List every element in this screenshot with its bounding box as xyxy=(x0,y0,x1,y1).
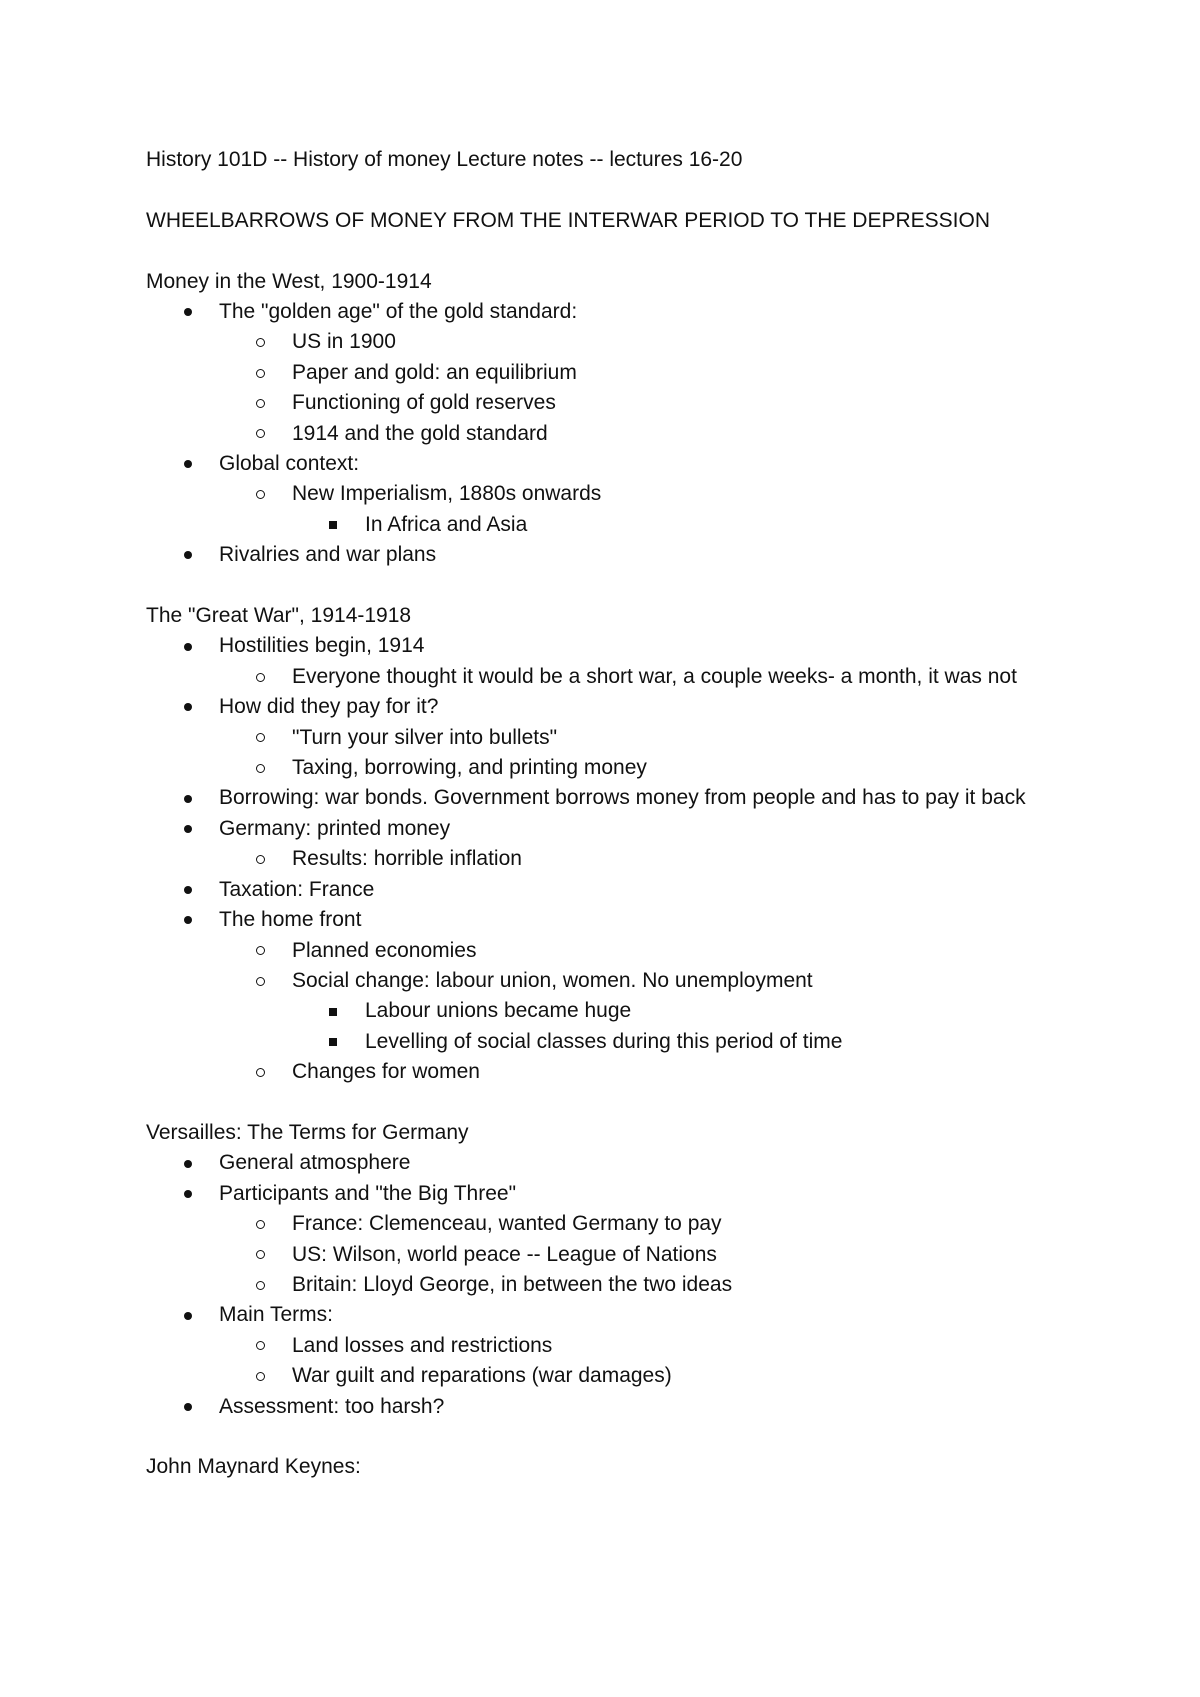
list-item: France: Clemenceau, wanted Germany to pay xyxy=(146,1209,1076,1239)
list-item: Results: horrible inflation xyxy=(146,844,1076,874)
list-item: Labour unions became huge xyxy=(146,996,1076,1026)
list-item: War guilt and reparations (war damages) xyxy=(146,1361,1076,1391)
bullet-list xyxy=(146,631,1076,1087)
section-title: Versailles: The Terms for Germany xyxy=(146,1120,469,1144)
bullet-disc-icon xyxy=(184,814,192,844)
section-keynes xyxy=(146,1452,1076,1482)
list-item: Participants and "the Big Three" xyxy=(146,1179,1076,1209)
spacer xyxy=(146,175,1076,205)
list-item: New Imperialism, 1880s onwards xyxy=(146,479,1076,509)
bullet-circle-icon xyxy=(256,1270,265,1300)
bullet-circle-icon xyxy=(256,327,265,357)
bullet-circle-icon xyxy=(256,1209,265,1239)
list-item: In Africa and Asia xyxy=(146,510,1076,540)
bullet-disc-icon xyxy=(184,1179,192,1209)
list-item: US: Wilson, world peace -- League of Nations xyxy=(146,1240,1076,1270)
bullet-disc-icon xyxy=(184,1300,192,1330)
list-item: The home front xyxy=(146,905,1076,935)
section-title: John Maynard Keynes: xyxy=(146,1455,361,1479)
list-item: US in 1900 xyxy=(146,327,1076,357)
bullet-disc-icon xyxy=(184,1148,192,1178)
list-item: Planned economies xyxy=(146,936,1076,966)
spacer xyxy=(146,1088,1076,1118)
bullet-disc-icon xyxy=(184,540,192,570)
main-heading: WHEELBARROWS OF MONEY FROM THE INTERWAR PERIOD TO THE DEPRESSION xyxy=(146,208,990,232)
bullet-square-icon xyxy=(329,996,337,1026)
section-title: Money in the West, 1900-1914 xyxy=(146,269,432,293)
bullet-disc-icon xyxy=(184,449,192,479)
document-page xyxy=(146,145,1076,1483)
list-item: Paper and gold: an equilibrium xyxy=(146,358,1076,388)
bullet-circle-icon xyxy=(256,388,265,418)
spacer xyxy=(146,1422,1076,1452)
bullet-circle-icon xyxy=(256,662,265,692)
list-item: Britain: Lloyd George, in between the two ideas xyxy=(146,1270,1076,1300)
bullet-circle-icon xyxy=(256,479,265,509)
list-item: Main Terms: xyxy=(146,1300,1076,1330)
bullet-circle-icon xyxy=(256,419,265,449)
list-item: Social change: labour union, women. No unemployment xyxy=(146,966,1076,996)
list-item: Taxation: France xyxy=(146,875,1076,905)
list-item: Assessment: too harsh? xyxy=(146,1392,1076,1422)
bullet-list xyxy=(146,1148,1076,1422)
list-item: How did they pay for it? xyxy=(146,692,1076,722)
list-item: Germany: printed money xyxy=(146,814,1076,844)
list-item: 1914 and the gold standard xyxy=(146,419,1076,449)
bullet-circle-icon xyxy=(256,358,265,388)
list-item: Taxing, borrowing, and printing money xyxy=(146,753,1076,783)
list-item: Hostilities begin, 1914 xyxy=(146,631,1076,661)
list-item: Functioning of gold reserves xyxy=(146,388,1076,418)
bullet-disc-icon xyxy=(184,631,192,661)
bullet-circle-icon xyxy=(256,723,265,753)
list-item: General atmosphere xyxy=(146,1148,1076,1178)
list-item: Changes for women xyxy=(146,1057,1076,1087)
section-title: The "Great War", 1914-1918 xyxy=(146,604,412,628)
document-header: History 101D -- History of money Lecture notes -- lectures 16-20 xyxy=(146,148,743,171)
bullet-circle-icon xyxy=(256,1240,265,1270)
bullet-disc-icon xyxy=(184,1392,192,1422)
list-item: Global context: xyxy=(146,449,1076,479)
list-item: "Turn your silver into bullets" xyxy=(146,723,1076,753)
section-money-in-the-west xyxy=(146,267,1076,571)
list-item: Land losses and restrictions xyxy=(146,1331,1076,1361)
list-item: Borrowing: war bonds. Government borrows money from people and has to pay it back xyxy=(146,783,1079,813)
list-item: The "golden age" of the gold standard: xyxy=(146,297,1076,327)
bullet-list xyxy=(146,297,1076,571)
bullet-square-icon xyxy=(329,1027,337,1057)
bullet-disc-icon xyxy=(184,905,192,935)
spacer xyxy=(146,236,1076,266)
bullet-circle-icon xyxy=(256,1331,265,1361)
bullet-circle-icon xyxy=(256,753,265,783)
section-great-war xyxy=(146,601,1076,1088)
bullet-disc-icon xyxy=(184,297,192,327)
bullet-disc-icon xyxy=(184,692,192,722)
bullet-circle-icon xyxy=(256,936,265,966)
bullet-disc-icon xyxy=(184,875,192,905)
bullet-circle-icon xyxy=(256,966,265,996)
section-versailles xyxy=(146,1118,1076,1422)
list-item: Everyone thought it would be a short war, a couple weeks- a month, it was not xyxy=(146,662,1152,692)
list-item: Levelling of social classes during this period of time xyxy=(146,1027,1076,1057)
bullet-disc-icon xyxy=(184,783,192,813)
bullet-square-icon xyxy=(329,510,337,540)
spacer xyxy=(146,571,1076,601)
bullet-circle-icon xyxy=(256,1361,265,1391)
bullet-circle-icon xyxy=(256,844,265,874)
bullet-circle-icon xyxy=(256,1057,265,1087)
list-item: Rivalries and war plans xyxy=(146,540,1076,570)
